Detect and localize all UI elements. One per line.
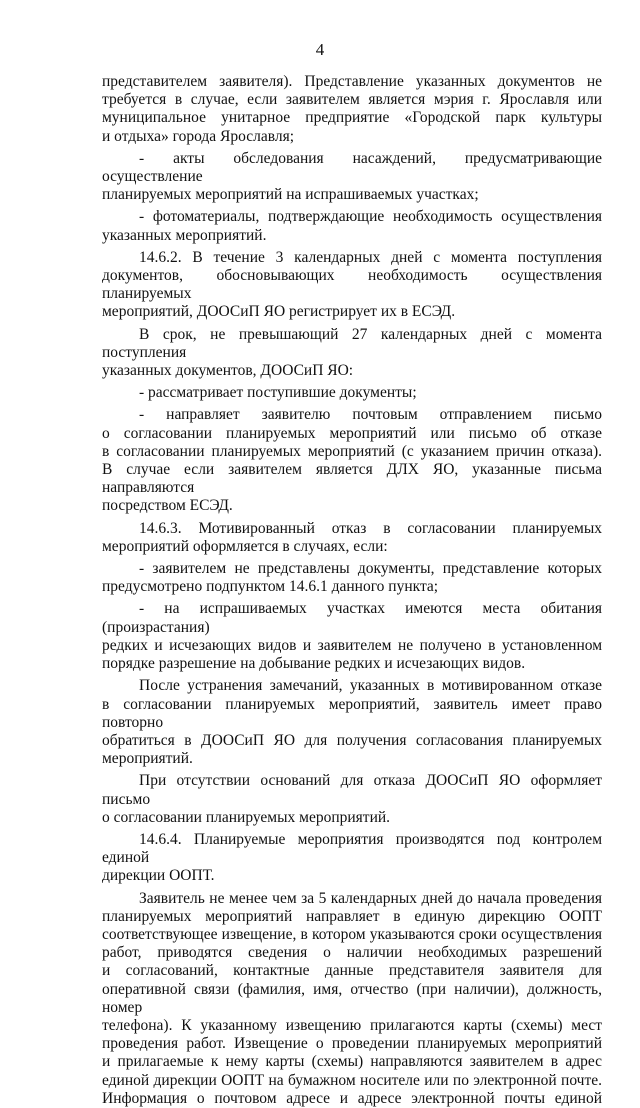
text-line: единой дирекции ООПТ на бумажном носителе или по электронной почте. <box>102 1071 602 1089</box>
text-line: в согласовании планируемых мероприятий, заявитель имеет право повторно <box>102 695 602 731</box>
text-line: соответствующее извещение, в котором указываются сроки осуществления <box>102 925 602 943</box>
text-line: дирекции ООПТ. <box>102 867 215 885</box>
text-line: о согласовании планируемых мероприятий. <box>102 808 391 826</box>
text-line: и отдыха» города Ярославля; <box>102 127 295 145</box>
text-line: мероприятий, ДООСиП ЯО регистрирует их в ЕСЭД. <box>102 303 456 321</box>
text-line: порядке разрешение на добывание редких и исчезающих видов. <box>102 655 526 673</box>
text-line: планируемых мероприятий направляет в единую дирекцию ООПТ <box>102 907 602 925</box>
text-line: - акты обследования насаждений, предусматривающие осуществление <box>102 149 602 186</box>
text-line: планируемых мероприятий на испрашиваемых участках; <box>102 186 479 204</box>
text-line: - рассматривает поступившие документы; <box>139 384 417 402</box>
text-line: о согласовании планируемых мероприятий или письмо об отказе <box>102 424 602 442</box>
text-line: в согласовании планируемых мероприятий (с указанием причин отказа). <box>102 442 602 460</box>
text-line: мероприятий оформляется в случаях, если: <box>102 537 388 555</box>
text-line: обратиться в ДООСиП ЯО для получения согласования планируемых <box>102 731 602 749</box>
text-line: 14.6.4. Планируемые мероприятия производятся под контролем единой <box>102 830 602 867</box>
text-line: и согласований, контактные данные представителя заявителя для <box>102 962 602 980</box>
text-line: - фотоматериалы, подтверждающие необходимость осуществления <box>139 208 602 226</box>
text-line: указанных мероприятий. <box>102 226 267 244</box>
text-line: В случае если заявителем является ДЛХ ЯО, указанные письма направляются <box>102 461 602 497</box>
text-line: - на испрашиваемых участках имеются места обитания (произрастания) <box>102 600 602 636</box>
text-line: Заявитель не менее чем за 5 календарных дней до начала проведения <box>139 889 602 907</box>
text-line: требуется в случае, если заявителем является мэрия г. Ярославля или <box>102 91 602 109</box>
page-number: 4 <box>315 40 325 59</box>
text-line: работ, приводятся сведения о наличии необходимых разрешений <box>102 944 602 962</box>
text-line: документов, обосновывающих необходимость осуществления планируемых <box>102 267 602 303</box>
text-line: Информация о почтовом адресе и адресе электронной почты единой <box>102 1089 602 1107</box>
text-line: мероприятий. <box>102 750 193 768</box>
text-line: оперативной связи (фамилия, имя, отчество (при наличии), должность, номер <box>102 980 602 1016</box>
text-line: телефона). К указанному извещению прилагаются карты (схемы) мест <box>102 1016 602 1034</box>
text-line: После устранения замечаний, указанных в мотивированном отказе <box>139 677 602 695</box>
text-line: - направляет заявителю почтовым отправлением письмо <box>139 406 602 424</box>
text-line: При отсутствии оснований для отказа ДООСиП ЯО оформляет письмо <box>102 772 602 808</box>
text-line: В срок, не превышающий 27 календарных дней с момента поступления <box>102 325 602 361</box>
text-line: представителем заявителя). Представление указанных документов не <box>102 73 602 90</box>
text-line: редких и исчезающих видов и заявителем не получено в установленном <box>102 636 602 654</box>
text-line: 14.6.3. Мотивированный отказ в согласовании планируемых <box>139 519 602 537</box>
document-body <box>102 73 602 1108</box>
text-line: предусмотрено подпунктом 14.6.1 данного пункта; <box>102 578 439 596</box>
text-line: муниципальное унитарное предприятие «Городской парк культуры <box>102 109 602 127</box>
text-line: указанных документов, ДООСиП ЯО: <box>102 362 354 380</box>
text-line: посредством ЕСЭД. <box>102 497 233 515</box>
text-line: - заявителем не представлены документы, представление которых <box>139 560 602 578</box>
text-line: 14.6.2. В течение 3 календарных дней с момента поступления <box>139 248 602 266</box>
text-line: проведения работ. Извещение о проведении планируемых мероприятий <box>102 1035 602 1053</box>
text-line: и прилагаемые к нему карты (схемы) направляются заявителем в адрес <box>102 1053 602 1071</box>
